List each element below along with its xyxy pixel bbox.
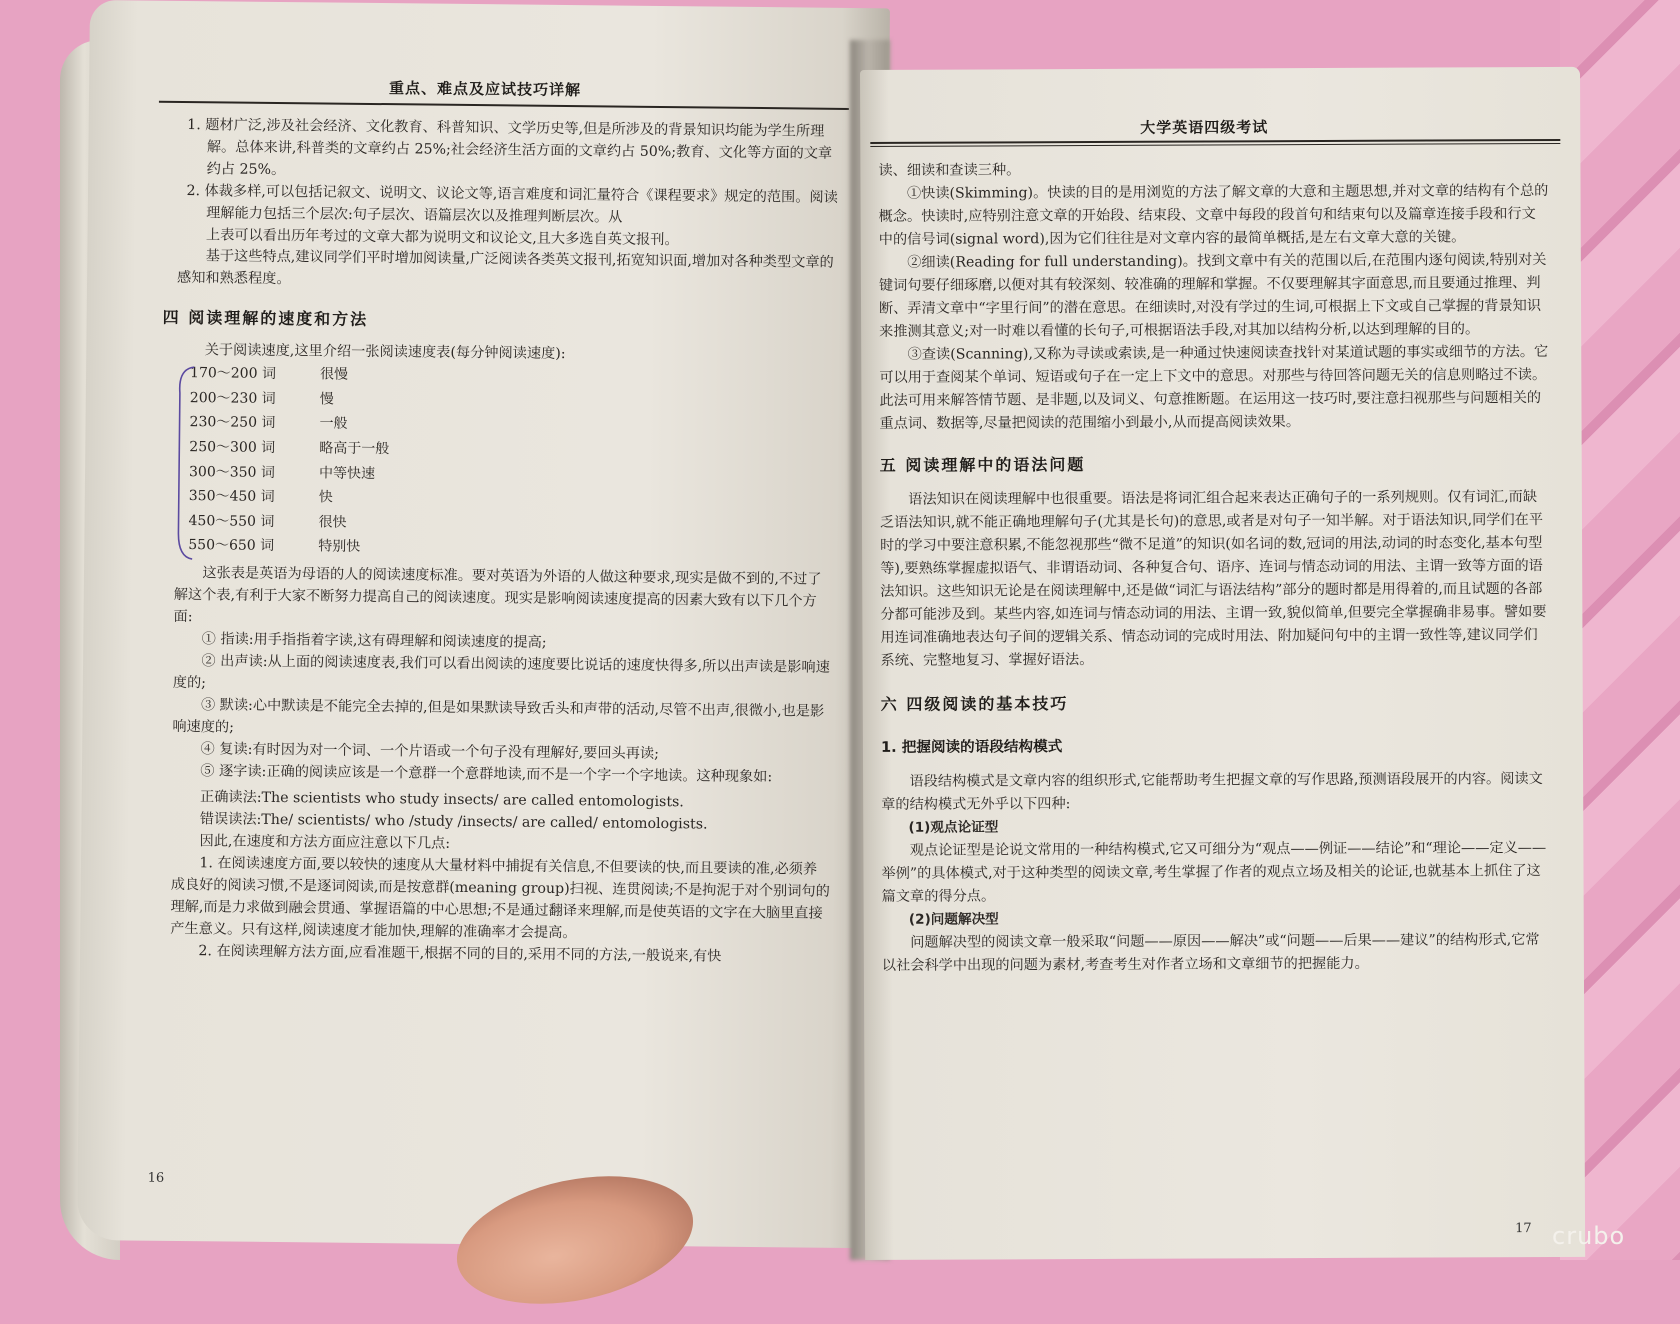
section-6-title: 六 四级阅读的基本技巧 xyxy=(880,694,1069,714)
speed-rate: 170～200 词 xyxy=(190,365,277,383)
speed-label: 一般 xyxy=(319,415,348,433)
speed-rate: 350～450 词 xyxy=(188,488,275,506)
watermark: crubo xyxy=(1552,1222,1626,1250)
point-2: 2. 在阅读理解方法方面,应看准题干,根据不同的目的,采用不同的方法,一般说来,有快 xyxy=(198,942,722,965)
section-4-title: 四 阅读理解的速度和方法 xyxy=(162,307,369,329)
speed-rate: 250～300 词 xyxy=(189,439,276,457)
speed-table-row xyxy=(190,361,390,388)
speed-table-row xyxy=(189,410,389,437)
type-1-label: (1)观点论证型 xyxy=(908,819,999,836)
method-skimming: ①快读(Skimming)。快读的目的是用浏览的方法了解文章的大意和主题思想,并对文章的结构有个总的概念。快读时,应特别注意文章的开始段、结束段、文章中每段的段首句和结束句以及篇章连接手段和行文中的信号词(signal word),因为它们往往是对文章内容的最简单概括,是左右文章大意的关键。 xyxy=(878,182,1549,248)
speed-rate: 300～350 词 xyxy=(188,463,276,481)
section-5-text: 语法知识在阅读理解中也很重要。语法是将词汇组合起来表达正确句子的一系列规则。仅有词汇,而缺乏语法知识,就不能正确地理解句子(尤其是长句)的意思,或者是对句子一知半解。对于语法知识,同学们在平时的学习中要注意积累,不能忽视那些“微不足道”的知识(如名词的数,冠词的用法,动词的时态变化,基本句型等),要熟练掌握虚拟语气、非谓语动词、各种复合句、语序、连词与情态动词的用法、主谓一致等方面的语法知识。这些知识无论是在阅读理解中,还是做“词汇与语法结构”部分的题时都是用得着的,而且试题的各部分都可能涉及到。某些内容,如连词与情态动词的用法、主谓一致,貌似简单,但要完全掌握确非易事。譬如要用连词准确地表达句子间的逻辑关系、情态动词的完成时用法、附加疑问句中的主谓一致性等,建议同学们系统、完整地复习、掌握好语法。 xyxy=(879,489,1547,669)
left-body xyxy=(162,114,839,969)
intro-paragraph-2: 基于这些特点,建议同学们平时增加阅读量,广泛阅读各类英文报刊,拓宽知识面,增加对各种类型文章的感知和熟悉程度。 xyxy=(177,248,834,288)
subsection-1-text: 语段结构模式是文章内容的组织形式,它能帮助考生把握文章的写作思路,预测语段展开的内容。阅读文章的结构模式无外乎以下四种: xyxy=(881,771,1543,813)
type-1-text: 观点论证型是论说文常用的一种结构模式,它又可细分为“观点——例证——结论”和“理论——定义——举例”的具体模式,对于这种类型的阅读文章,考生掌握了作者的观点立场及相关的论证,也就基本上抓住了这篇文章的得分点。 xyxy=(881,840,1547,905)
speed-intro: 关于阅读速度,这里介绍一张阅读速度表(每分钟阅读速度): xyxy=(204,342,566,362)
book-spread xyxy=(40,0,1600,1260)
factor-5: ⑤ 逐字读:正确的阅读应该是一个意群一个意群地读,而不是一个字一个字地读。这种现象如: xyxy=(200,762,773,785)
speed-table-row xyxy=(188,533,388,560)
speed-rate: 230～250 词 xyxy=(189,414,276,432)
subsection-1-title: 1. 把握阅读的语段结构模式 xyxy=(880,738,1063,756)
speed-table-row xyxy=(189,435,389,462)
summary-lead: 因此,在速度和方法方面应注意以下几点: xyxy=(199,832,451,852)
section-5-title: 五 阅读理解中的语法问题 xyxy=(879,455,1086,475)
speed-rate: 200～230 词 xyxy=(189,389,276,407)
intro-item-2: 2. 体裁多样,可以包括记叙文、说明文、议论文等,语言难度和词汇量符合《课程要求》规定的范围。阅读理解能力包括三个层次:句子层次、语篇层次以及推理判断层次。从 xyxy=(186,183,838,226)
speed-label: 略高于一般 xyxy=(319,440,390,458)
speed-label: 很快 xyxy=(318,514,347,531)
speed-label: 很慢 xyxy=(320,366,349,384)
speed-rate: 450～550 词 xyxy=(188,512,275,530)
speed-table-wrap xyxy=(174,361,836,565)
left-page-number: 16 xyxy=(147,1170,165,1186)
right-header-rule-thin xyxy=(870,143,1560,147)
right-running-head: 大学英语四级考试 xyxy=(1140,118,1269,137)
left-running-head: 重点、难点及应试技巧详解 xyxy=(388,79,582,100)
wrong-example: 错误读法:The/ scientists/ who /study /insects/ are called/ entomologists. xyxy=(199,810,708,833)
factor-4: ④ 复读:有时因为对一个词、一个片语或一个句子没有理解好,要回头再读; xyxy=(200,740,660,762)
right-body xyxy=(878,157,1552,978)
factor-2: ② 出声读:从上面的阅读速度表,我们可以看出阅读的速度要比说话的速度快得多,所以出声读是影响速度的; xyxy=(172,652,830,692)
point-1: 1. 在阅读速度方面,要以较快的速度从大量材料中捕捉有关信息,不但要读的快,而且要读的准,必须养成良好的阅读习惯,不是逐词阅读,而是按意群(meaning group)扫视、连贯阅读;不是拘泥于对个别词句的理解,而是力求做到融会贯通、掌握语篇的中心思想;不是通过翻译来理解,而是使英语的文字在大脑里直接产生意义。只有这样,阅读速度才能加快,理解的准确率才会提高。 xyxy=(170,854,830,941)
speed-label: 中等快速 xyxy=(318,465,376,482)
speed-rate: 550～650 词 xyxy=(188,537,275,555)
left-header-rule xyxy=(159,101,849,110)
right-page xyxy=(860,67,1585,1260)
speed-table-row xyxy=(189,484,389,511)
method-scanning: ③查读(Scanning),又称为寻读或索读,是一种通过快速阅读查找针对某道试题的事实或细节的方法。它可以用于查阅某个单词、短语或句子在一定上下文中的意思。对那些与待回答问题无关的信息则略过不读。此法可用来解答情节题、是非题,以及词义、句意推断题。在运用这一技巧时,要注意扫视那些与问题相关的重点词、数据等,尽量把阅读的范围缩小到最小,从而提高阅读效果。 xyxy=(879,343,1549,432)
pen-bracket-mark xyxy=(172,363,198,563)
speed-table-row xyxy=(189,459,389,486)
factor-1: ① 指读:用手指指着字读,这有碍理解和阅读速度的提高; xyxy=(201,630,547,651)
method-detailed-reading: ②细读(Reading for full understanding)。找到文章中有关的范围以后,在范围内逐句阅读,特别对关键词句要仔细琢磨,以便对其有较深刻、较准确的理解和掌握。不仅要理解其字面意思,而且要通过推理、判断、弄清文章中“字里行间”的潜在意思。在细读时,对没有学过的生词,可根据上下文或自己掌握的背景知识来推测其意义;对一时难以看懂的长句子,可根据语法手段,对其加以结构分析,以达到理解的目的。 xyxy=(878,252,1547,340)
right-page-number: 17 xyxy=(1515,1221,1532,1237)
speed-note: 这张表是英语为母语的人的阅读速度标准。要对英语为外语的人做这种要求,现实是做不到的,不过了解这个表,有利于大家不断努力提高自己的阅读速度。现实是影响阅读速度提高的因素大致有以下几个方面: xyxy=(173,564,822,625)
speed-label: 慢 xyxy=(319,391,334,408)
speed-table-row xyxy=(190,386,390,413)
speed-label: 快 xyxy=(318,489,333,506)
intro-paragraph-1: 上表可以看出历年考过的文章大都为说明文和议论文,且大多选自英文报刊。 xyxy=(205,227,679,249)
speed-label: 特别快 xyxy=(318,538,361,556)
speed-table xyxy=(188,361,390,560)
factor-3: ③ 默读:心中默读是不能完全去掉的,但是如果默读导致舌头和声带的活动,尽管不出声,很微小,也是影响速度的; xyxy=(172,696,825,736)
intro-item-1: 1. 题材广泛,涉及社会经济、文化教育、科普知识、文学历史等,但是所涉及的背景知识均能为学生所理解。总体来讲,科普类的文章约占 25%;社会经济生活方面的文章约占 50%;教育、文化等方面的文章约占 25%。 xyxy=(187,117,833,179)
correct-example: 正确读法:The scientists who study insects/ are called entomologists. xyxy=(199,788,684,811)
type-2-text: 问题解决型的阅读文章一般采取“问题——原因——解决”或“问题——后果——建议”的结构形式,它常以社会科学中出现的问题为素材,考查考生对作者立场和文章细节的把握能力。 xyxy=(881,932,1540,974)
left-page xyxy=(77,0,890,1248)
speed-table-row xyxy=(188,509,388,536)
continuation-line: 读、细读和查读三种。 xyxy=(878,162,1021,179)
type-2-label: (2)问题解决型 xyxy=(908,911,999,928)
